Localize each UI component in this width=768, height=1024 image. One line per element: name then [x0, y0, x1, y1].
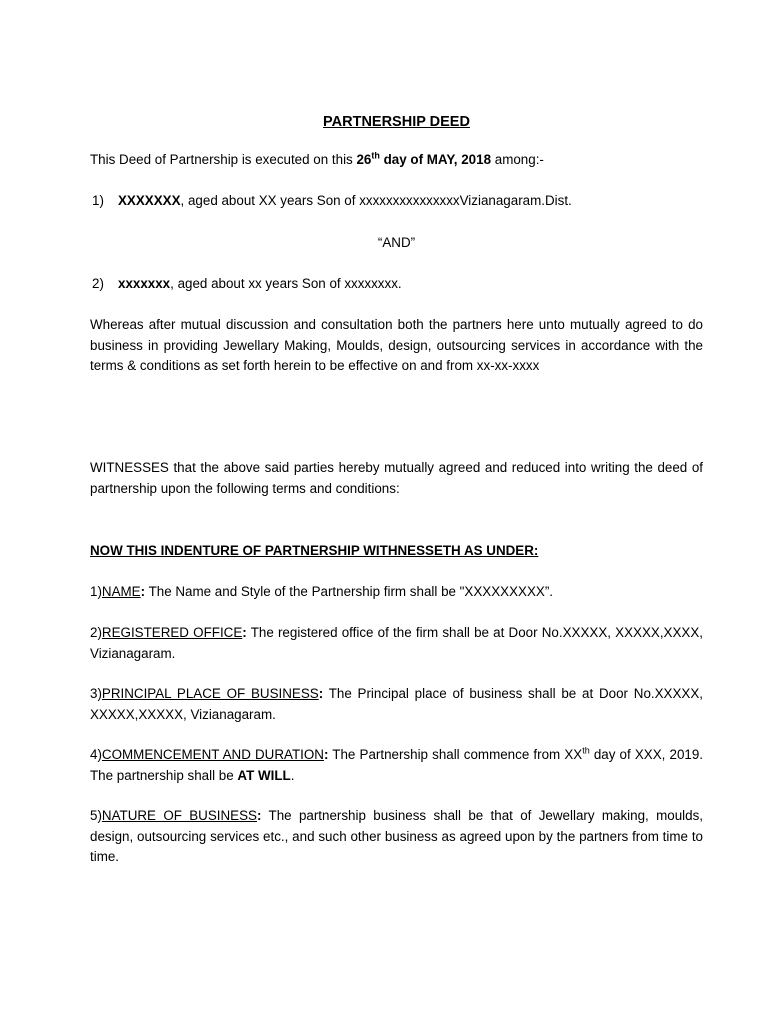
partner-1-name: XXXXXXX — [118, 193, 181, 208]
clause-2 — [90, 623, 703, 664]
intro-post: among:- — [491, 152, 544, 167]
clause-4-text-a: The Partnership shall commence from XX — [328, 747, 583, 762]
clause-5-colon: : — [256, 808, 262, 823]
intro-date: day of MAY, 2018 — [379, 152, 492, 167]
clause-2-text: The registered office of the firm shall be at Door No.XXXXX, XXXXX,XXXX, Vizianagaram. — [90, 625, 704, 661]
clause-3-text: The Principal place of business shall be at Door No.XXXXX, XXXXX,XXXXX, Vizianagaram. — [90, 686, 703, 722]
clause-4-period: . — [290, 767, 295, 783]
clause-3 — [90, 684, 703, 725]
indenture-heading: NOW THIS INDENTURE OF PARTNERSHIP WITHNESSETH AS UNDER: — [90, 543, 539, 558]
partner-1 — [90, 191, 703, 212]
clause-5-number: 5) — [90, 808, 102, 823]
clause-4-colon: : — [323, 747, 329, 762]
witnesses-paragraph: WITNESSES that the above said parties hereby mutually agreed and reduced into writing the deed of partnership upon the following terms and conditions: — [90, 460, 703, 496]
document-title: PARTNERSHIP DEED — [323, 114, 470, 130]
clause-3-heading: PRINCIPAL PLACE OF BUSINESS — [101, 686, 319, 701]
clause-5 — [90, 806, 703, 868]
clause-4-heading: COMMENCEMENT AND DURATION — [101, 747, 324, 762]
clause-4-at-will: AT WILL — [237, 767, 291, 783]
intro-text: This Deed of Partnership is executed on this — [90, 152, 357, 167]
partner-2-number: 2) — [92, 276, 104, 291]
clause-4 — [90, 745, 703, 786]
intro-day: 26 — [356, 152, 372, 167]
clause-1-text: The Name and Style of the Partnership firm shall be "XXXXXXXXX”. — [145, 584, 553, 599]
clause-5-heading: NATURE OF BUSINESS — [101, 808, 257, 823]
partner-2-details: , aged about xx years Son of xxxxxxxx. — [170, 276, 402, 291]
intro-day-sup: th — [371, 150, 380, 161]
clause-1-number: 1) — [90, 584, 102, 599]
partner-1-details: , aged about XX years Son of xxxxxxxxxxxxxxxVizianagaram.Dist. — [180, 193, 572, 208]
clause-4-text-b: day of XXX, 2019. The partnership shall be — [90, 747, 704, 783]
clause-1 — [90, 582, 703, 603]
clause-2-heading: REGISTERED OFFICE — [101, 625, 243, 640]
clause-2-number: 2) — [90, 625, 102, 640]
clause-1-colon: : — [140, 584, 146, 599]
clause-2-colon: : — [242, 625, 247, 640]
whereas-paragraph: Whereas after mutual discussion and consultation both the partners here unto mutually agreed to do business in providing Jewellary Making, Moulds, design, outsourcing services in accordance with the terms & conditions as set forth herein to be effective on and from xx-xx-xxxx — [90, 317, 703, 373]
partner-1-number: 1) — [92, 193, 104, 208]
clause-4-sup: th — [582, 745, 590, 756]
intro-paragraph — [90, 150, 703, 171]
partner-2 — [90, 274, 703, 295]
and-separator: “AND” — [377, 235, 416, 250]
clause-4-number: 4) — [90, 747, 102, 762]
clause-1-heading: NAME — [101, 584, 141, 599]
clause-3-number: 3) — [90, 686, 102, 701]
clause-5-text: The partnership business shall be that of Jewellary making, moulds, design, outsourcing services etc., and such other business as agreed upon by the partners from time to time. — [90, 808, 703, 864]
clause-3-colon: : — [318, 686, 324, 701]
partner-2-name: xxxxxxx — [118, 276, 171, 291]
